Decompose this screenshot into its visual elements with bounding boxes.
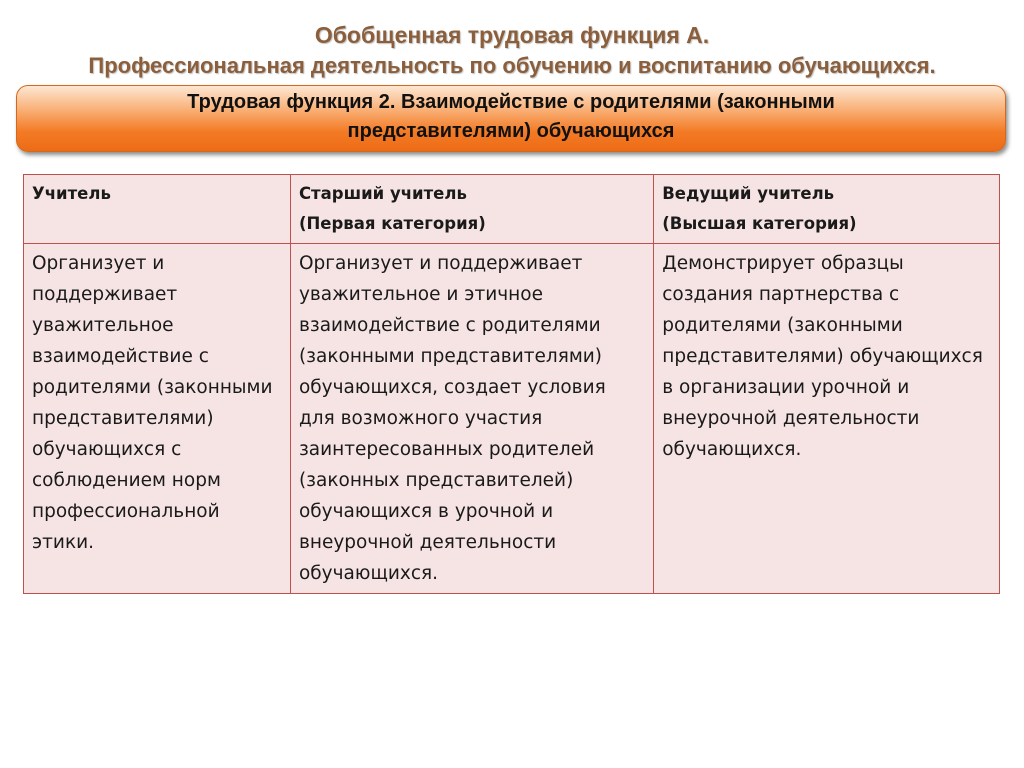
- header-subtitle: (Первая категория): [298, 214, 486, 233]
- page-subtitle: Профессиональная деятельность по обучению и воспитанию обучающихся.: [88, 53, 936, 78]
- header-title: Ведущий учитель: [662, 184, 835, 203]
- qualification-table: [23, 174, 1000, 594]
- banner-text: Трудовая функция 2. Взаимодействие с родителями (законными представителями) обучающихся: [187, 91, 835, 142]
- cell-senior-teacher: Организует и поддерживает уважительное и этичное взаимодействие с родителями (законными представителями) обучающихся, создает условия для возможного участия заинтересованных родителей (законных представителей) обучающихся в урочной и внеурочной деятельности обучающихся.: [290, 244, 653, 594]
- cell-teacher: Организует и поддерживает уважительное взаимодействие с родителями (законными представителями) обучающихся с соблюдением норм профессиональной этики.: [24, 244, 291, 594]
- header-subtitle: (Высшая категория): [662, 214, 857, 233]
- table-row: [24, 244, 1000, 594]
- header-cell-lead-teacher: [654, 175, 1000, 244]
- header-title: Старший учитель: [298, 184, 467, 203]
- header-cell-teacher: [24, 175, 291, 244]
- page-title: Обобщенная трудовая функция А.: [314, 22, 710, 48]
- table-header-row: [24, 175, 1000, 244]
- cell-lead-teacher: Демонстрирует образцы создания партнерства с родителями (законными представителями) обучающихся в организации урочной и внеурочной деятельности обучающихся.: [654, 244, 1000, 594]
- header-cell-senior-teacher: [290, 175, 653, 244]
- header-title: Учитель: [32, 184, 111, 203]
- function-banner: [16, 85, 1006, 152]
